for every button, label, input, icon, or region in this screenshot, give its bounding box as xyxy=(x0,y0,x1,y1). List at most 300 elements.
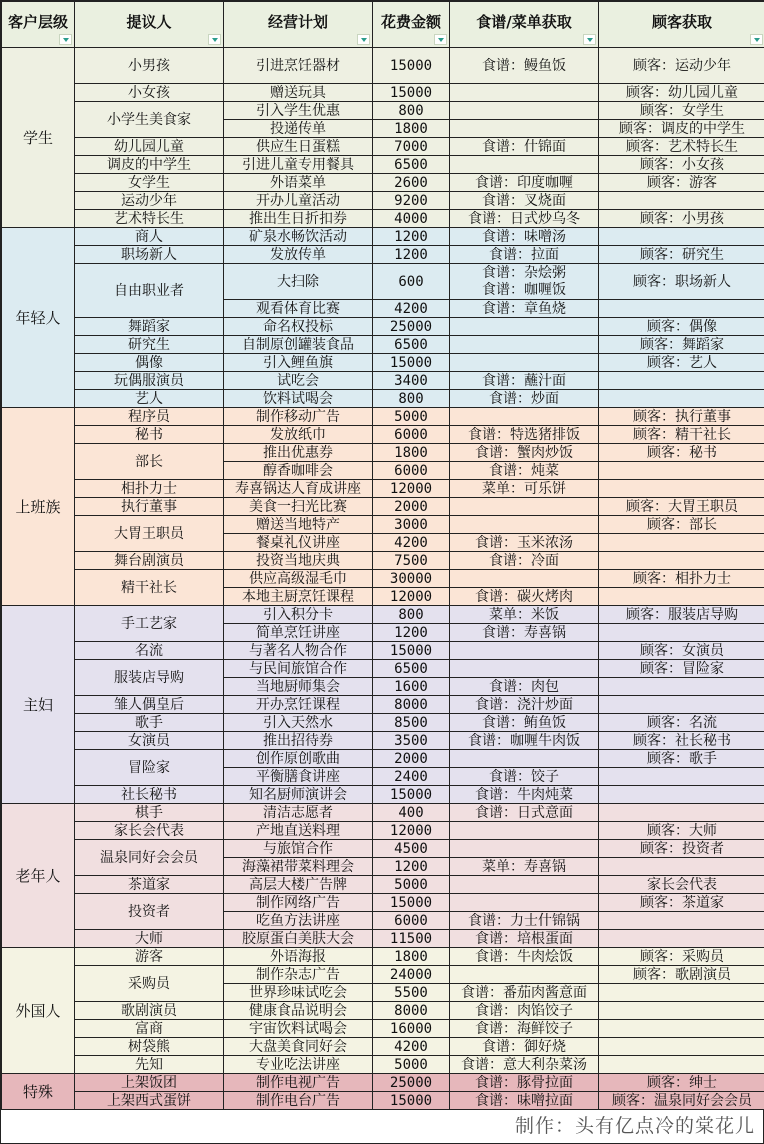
proposer-cell[interactable]: 温泉同好会会员 xyxy=(75,840,224,876)
cost-cell[interactable]: 15000 xyxy=(373,1092,450,1110)
customer-cell[interactable] xyxy=(599,1038,764,1056)
plan-cell[interactable]: 寿喜锅达人育成讲座 xyxy=(224,480,373,498)
recipe-cell[interactable] xyxy=(450,660,599,678)
customer-cell[interactable]: 顾客：名流 xyxy=(599,714,764,732)
proposer-cell[interactable]: 服装店导购 xyxy=(75,660,224,696)
cost-cell[interactable]: 6000 xyxy=(373,912,450,930)
proposer-cell[interactable]: 运动少年 xyxy=(75,192,224,210)
recipe-cell[interactable]: 食谱：蟹肉炒饭 xyxy=(450,444,599,462)
proposer-cell[interactable]: 玩偶服演员 xyxy=(75,372,224,390)
recipe-cell[interactable] xyxy=(450,822,599,840)
customer-cell[interactable] xyxy=(599,804,764,822)
customer-cell[interactable] xyxy=(599,534,764,552)
cost-cell[interactable]: 7500 xyxy=(373,552,450,570)
customer-cell[interactable]: 顾客：小男孩 xyxy=(599,210,764,228)
recipe-cell[interactable]: 食谱：豚骨拉面 xyxy=(450,1074,599,1092)
customer-cell[interactable]: 顾客：服装店导购 xyxy=(599,606,764,624)
group-cell[interactable]: 年轻人 xyxy=(2,228,75,408)
proposer-cell[interactable]: 小女孩 xyxy=(75,84,224,102)
cost-cell[interactable]: 25000 xyxy=(373,1074,450,1092)
table-row xyxy=(2,372,764,390)
customer-cell[interactable] xyxy=(599,786,764,804)
plan-cell[interactable]: 引进烹饪器材 xyxy=(224,48,373,84)
cost-cell[interactable]: 12000 xyxy=(373,822,450,840)
table-row xyxy=(2,966,764,984)
recipe-cell[interactable]: 食谱：杂烩粥 食谱：咖喱饭 xyxy=(450,264,599,300)
recipe-cell[interactable]: 菜单：寿喜锅 xyxy=(450,858,599,876)
customer-cell[interactable]: 顾客：温泉同好会会员 xyxy=(599,1092,764,1110)
proposer-cell[interactable]: 家长会代表 xyxy=(75,822,224,840)
proposer-cell[interactable]: 女学生 xyxy=(75,174,224,192)
header-recipe: 食谱/菜单获取 xyxy=(450,2,599,48)
group-cell[interactable]: 老年人 xyxy=(2,804,75,948)
plan-cell[interactable]: 引入学生优惠 xyxy=(224,102,373,120)
plan-cell[interactable]: 制作杂志广告 xyxy=(224,966,373,984)
cost-cell[interactable]: 1200 xyxy=(373,858,450,876)
cost-cell[interactable]: 2600 xyxy=(373,174,450,192)
recipe-cell[interactable]: 食谱：牛肉炖菜 xyxy=(450,786,599,804)
plan-table xyxy=(1,1,764,1110)
customer-cell[interactable] xyxy=(599,390,764,408)
plan-cell[interactable]: 发放纸巾 xyxy=(224,426,373,444)
cost-cell[interactable]: 800 xyxy=(373,606,450,624)
recipe-cell[interactable]: 食谱：寿喜锅 xyxy=(450,624,599,642)
customer-cell[interactable]: 顾客：研究生 xyxy=(599,246,764,264)
recipe-cell[interactable]: 食谱：碳火烤肉 xyxy=(450,588,599,606)
cost-cell[interactable]: 4500 xyxy=(373,840,450,858)
recipe-cell[interactable] xyxy=(450,876,599,894)
plan-cell[interactable]: 制作电视广告 xyxy=(224,1074,373,1092)
proposer-cell[interactable]: 大胃王职员 xyxy=(75,516,224,552)
plan-cell[interactable]: 宇宙饮料试喝会 xyxy=(224,1020,373,1038)
proposer-cell[interactable]: 社长秘书 xyxy=(75,786,224,804)
recipe-cell[interactable]: 食谱：培根蛋面 xyxy=(450,930,599,948)
proposer-cell[interactable]: 游客 xyxy=(75,948,224,966)
recipe-cell[interactable]: 食谱：鲔鱼饭 xyxy=(450,714,599,732)
recipe-cell[interactable]: 食谱：味噌汤 xyxy=(450,228,599,246)
plan-cell[interactable]: 高层大楼广告牌 xyxy=(224,876,373,894)
recipe-cell[interactable]: 食谱：印度咖喱 xyxy=(450,174,599,192)
filter-dropdown-icon[interactable] xyxy=(750,34,763,45)
filter-dropdown-icon[interactable] xyxy=(208,34,221,45)
recipe-cell[interactable] xyxy=(450,102,599,120)
proposer-cell[interactable]: 富商 xyxy=(75,1020,224,1038)
cost-cell[interactable]: 15000 xyxy=(373,84,450,102)
cost-cell[interactable]: 3500 xyxy=(373,732,450,750)
customer-cell[interactable] xyxy=(599,552,764,570)
customer-cell[interactable]: 顾客：精干社长 xyxy=(599,426,764,444)
proposer-cell[interactable]: 舞台剧演员 xyxy=(75,552,224,570)
customer-cell[interactable]: 顾客：小女孩 xyxy=(599,156,764,174)
proposer-cell[interactable]: 精干社长 xyxy=(75,570,224,606)
customer-cell[interactable]: 顾客：偶像 xyxy=(599,318,764,336)
recipe-cell[interactable]: 食谱：浇汁炒面 xyxy=(450,696,599,714)
recipe-cell[interactable]: 食谱：拉面 xyxy=(450,246,599,264)
customer-cell[interactable] xyxy=(599,768,764,786)
cost-cell[interactable]: 4200 xyxy=(373,1038,450,1056)
plan-cell[interactable]: 赠送玩具 xyxy=(224,84,373,102)
proposer-cell[interactable]: 雏人偶皇后 xyxy=(75,696,224,714)
plan-cell[interactable]: 投资当地庆典 xyxy=(224,552,373,570)
cost-cell[interactable]: 15000 xyxy=(373,354,450,372)
cost-cell[interactable]: 2000 xyxy=(373,750,450,768)
cost-cell[interactable]: 15000 xyxy=(373,48,450,84)
recipe-cell[interactable]: 食谱：炖菜 xyxy=(450,462,599,480)
plan-cell[interactable]: 开办儿童活动 xyxy=(224,192,373,210)
plan-cell[interactable]: 供应生日蛋糕 xyxy=(224,138,373,156)
customer-cell[interactable]: 顾客：茶道家 xyxy=(599,894,764,912)
cost-cell[interactable]: 6500 xyxy=(373,156,450,174)
proposer-cell[interactable]: 秘书 xyxy=(75,426,224,444)
cost-cell[interactable]: 30000 xyxy=(373,570,450,588)
cost-cell[interactable]: 5000 xyxy=(373,1056,450,1074)
recipe-cell[interactable]: 食谱：牛肉烩饭 xyxy=(450,948,599,966)
plan-cell[interactable]: 海藻裙带菜料理会 xyxy=(224,858,373,876)
proposer-cell[interactable]: 棋手 xyxy=(75,804,224,822)
group-cell[interactable]: 主妇 xyxy=(2,606,75,804)
proposer-cell[interactable]: 偶像 xyxy=(75,354,224,372)
recipe-cell[interactable] xyxy=(450,354,599,372)
cost-cell[interactable]: 25000 xyxy=(373,318,450,336)
proposer-cell[interactable]: 大师 xyxy=(75,930,224,948)
plan-cell[interactable]: 知名厨师演讲会 xyxy=(224,786,373,804)
plan-cell[interactable]: 平衡膳食讲座 xyxy=(224,768,373,786)
recipe-cell[interactable]: 食谱：特选猪排饭 xyxy=(450,426,599,444)
cost-cell[interactable]: 12000 xyxy=(373,480,450,498)
customer-cell[interactable]: 顾客：幼儿园儿童 xyxy=(599,84,764,102)
plan-cell[interactable]: 大扫除 xyxy=(224,264,373,300)
recipe-cell[interactable]: 食谱：海鲜饺子 xyxy=(450,1020,599,1038)
cost-cell[interactable]: 2400 xyxy=(373,768,450,786)
recipe-cell[interactable]: 食谱：肉包 xyxy=(450,678,599,696)
customer-cell[interactable] xyxy=(599,588,764,606)
customer-cell[interactable]: 顾客：投资者 xyxy=(599,840,764,858)
cost-cell[interactable]: 12000 xyxy=(373,588,450,606)
proposer-cell[interactable]: 女演员 xyxy=(75,732,224,750)
recipe-cell[interactable] xyxy=(450,516,599,534)
recipe-cell[interactable]: 食谱：鳗鱼饭 xyxy=(450,48,599,84)
cost-cell[interactable]: 24000 xyxy=(373,966,450,984)
recipe-cell[interactable]: 食谱：意大利杂菜汤 xyxy=(450,1056,599,1074)
filter-dropdown-icon[interactable] xyxy=(583,34,596,45)
proposer-cell[interactable]: 冒险家 xyxy=(75,750,224,786)
customer-cell[interactable]: 顾客：大师 xyxy=(599,822,764,840)
customer-cell[interactable] xyxy=(599,480,764,498)
recipe-cell[interactable]: 菜单：米饭 xyxy=(450,606,599,624)
plan-cell[interactable]: 赠送当地特产 xyxy=(224,516,373,534)
cost-cell[interactable]: 11500 xyxy=(373,930,450,948)
filter-dropdown-icon[interactable] xyxy=(59,34,72,45)
recipe-cell[interactable] xyxy=(450,318,599,336)
plan-cell[interactable]: 制作网络广告 xyxy=(224,894,373,912)
plan-cell[interactable]: 引入鲤鱼旗 xyxy=(224,354,373,372)
table-row xyxy=(2,390,764,408)
recipe-cell[interactable]: 食谱：叉烧面 xyxy=(450,192,599,210)
recipe-cell[interactable] xyxy=(450,966,599,984)
cost-cell[interactable]: 16000 xyxy=(373,1020,450,1038)
proposer-cell[interactable]: 小学生美食家 xyxy=(75,102,224,138)
plan-cell[interactable]: 引入积分卡 xyxy=(224,606,373,624)
plan-cell[interactable]: 产地直送料理 xyxy=(224,822,373,840)
proposer-cell[interactable]: 程序员 xyxy=(75,408,224,426)
proposer-cell[interactable]: 艺人 xyxy=(75,390,224,408)
cost-cell[interactable]: 2000 xyxy=(373,498,450,516)
cost-cell[interactable]: 8000 xyxy=(373,696,450,714)
customer-cell[interactable] xyxy=(599,228,764,246)
plan-cell[interactable]: 引进儿童专用餐具 xyxy=(224,156,373,174)
plan-cell[interactable]: 世界珍味试吃会 xyxy=(224,984,373,1002)
cost-cell[interactable]: 800 xyxy=(373,390,450,408)
proposer-cell[interactable]: 先知 xyxy=(75,1056,224,1074)
plan-cell[interactable]: 投递传单 xyxy=(224,120,373,138)
customer-cell[interactable] xyxy=(599,696,764,714)
customer-cell[interactable]: 顾客：艺人 xyxy=(599,354,764,372)
customer-cell[interactable]: 顾客：秘书 xyxy=(599,444,764,462)
recipe-cell[interactable] xyxy=(450,750,599,768)
cost-cell[interactable]: 15000 xyxy=(373,786,450,804)
plan-cell[interactable]: 健康食品说明会 xyxy=(224,1002,373,1020)
cost-cell[interactable]: 4200 xyxy=(373,300,450,318)
table-row xyxy=(2,264,764,300)
recipe-cell[interactable] xyxy=(450,408,599,426)
recipe-cell[interactable]: 食谱：章鱼烧 xyxy=(450,300,599,318)
customer-cell[interactable] xyxy=(599,372,764,390)
plan-cell[interactable]: 开办烹饪课程 xyxy=(224,696,373,714)
cost-cell[interactable]: 3400 xyxy=(373,372,450,390)
plan-cell[interactable]: 命名权投标 xyxy=(224,318,373,336)
proposer-cell[interactable]: 采购员 xyxy=(75,966,224,1002)
recipe-cell[interactable]: 食谱：玉米浓汤 xyxy=(450,534,599,552)
proposer-cell[interactable]: 执行董事 xyxy=(75,498,224,516)
cost-cell[interactable]: 600 xyxy=(373,264,450,300)
cost-cell[interactable]: 1200 xyxy=(373,228,450,246)
recipe-cell[interactable]: 食谱：肉馅饺子 xyxy=(450,1002,599,1020)
recipe-cell[interactable]: 食谱：力士什锦锅 xyxy=(450,912,599,930)
table-row xyxy=(2,84,764,102)
plan-cell[interactable]: 制作电台广告 xyxy=(224,1092,373,1110)
plan-cell[interactable]: 矿泉水畅饮活动 xyxy=(224,228,373,246)
customer-cell[interactable]: 顾客：职场新人 xyxy=(599,264,764,300)
cost-cell[interactable]: 5000 xyxy=(373,408,450,426)
group-cell[interactable]: 学生 xyxy=(2,48,75,228)
customer-cell[interactable] xyxy=(599,1020,764,1038)
recipe-cell[interactable]: 食谱：冷面 xyxy=(450,552,599,570)
cost-cell[interactable]: 1200 xyxy=(373,624,450,642)
plan-cell[interactable]: 引入天然水 xyxy=(224,714,373,732)
recipe-cell[interactable]: 菜单：可乐饼 xyxy=(450,480,599,498)
group-cell[interactable]: 特殊 xyxy=(2,1074,75,1110)
plan-cell[interactable]: 创作原创歌曲 xyxy=(224,750,373,768)
cost-cell[interactable]: 5500 xyxy=(373,984,450,1002)
plan-cell[interactable]: 与旅馆合作 xyxy=(224,840,373,858)
plan-cell[interactable]: 与民间旅馆合作 xyxy=(224,660,373,678)
plan-cell[interactable]: 推出优惠券 xyxy=(224,444,373,462)
proposer-cell[interactable]: 歌剧演员 xyxy=(75,1002,224,1020)
cost-cell[interactable]: 6500 xyxy=(373,660,450,678)
customer-cell[interactable] xyxy=(599,1002,764,1020)
recipe-cell[interactable] xyxy=(450,156,599,174)
group-cell[interactable]: 外国人 xyxy=(2,948,75,1074)
proposer-cell[interactable]: 商人 xyxy=(75,228,224,246)
cost-cell[interactable]: 15000 xyxy=(373,894,450,912)
proposer-cell[interactable]: 舞蹈家 xyxy=(75,318,224,336)
plan-cell[interactable]: 观看体育比赛 xyxy=(224,300,373,318)
cost-cell[interactable]: 8500 xyxy=(373,714,450,732)
customer-cell[interactable]: 顾客：相扑力士 xyxy=(599,570,764,588)
cost-cell[interactable]: 1200 xyxy=(373,246,450,264)
plan-cell[interactable]: 简单烹饪讲座 xyxy=(224,624,373,642)
plan-cell[interactable]: 胶原蛋白美肤大会 xyxy=(224,930,373,948)
cost-cell[interactable]: 3000 xyxy=(373,516,450,534)
cost-cell[interactable]: 1600 xyxy=(373,678,450,696)
recipe-cell[interactable]: 食谱：蘸汁面 xyxy=(450,372,599,390)
customer-cell[interactable] xyxy=(599,462,764,480)
author-credit: 制作：头有亿点冷的棠花儿 xyxy=(514,1115,755,1137)
plan-cell[interactable]: 大盘美食同好会 xyxy=(224,1038,373,1056)
customer-cell[interactable] xyxy=(599,930,764,948)
recipe-cell[interactable]: 食谱：咖喱牛肉饭 xyxy=(450,732,599,750)
cost-cell[interactable]: 1800 xyxy=(373,120,450,138)
customer-cell[interactable]: 家长会代表 xyxy=(599,876,764,894)
recipe-cell[interactable] xyxy=(450,894,599,912)
proposer-cell[interactable]: 树袋熊 xyxy=(75,1038,224,1056)
customer-cell[interactable] xyxy=(599,984,764,1002)
recipe-cell[interactable]: 食谱：日式意面 xyxy=(450,804,599,822)
customer-cell[interactable]: 顾客：绅士 xyxy=(599,1074,764,1092)
plan-cell[interactable]: 外语海报 xyxy=(224,948,373,966)
cost-cell[interactable]: 8000 xyxy=(373,1002,450,1020)
customer-cell[interactable]: 顾客：舞蹈家 xyxy=(599,336,764,354)
cost-cell[interactable]: 400 xyxy=(373,804,450,822)
plan-cell[interactable]: 供应高级湿毛巾 xyxy=(224,570,373,588)
plan-cell[interactable]: 自制原创罐装食品 xyxy=(224,336,373,354)
plan-cell[interactable]: 醇香咖啡会 xyxy=(224,462,373,480)
customer-cell[interactable]: 顾客：女演员 xyxy=(599,642,764,660)
customer-cell[interactable]: 顾客：冒险家 xyxy=(599,660,764,678)
plan-cell[interactable]: 清洁志愿者 xyxy=(224,804,373,822)
plan-cell[interactable]: 餐桌礼仪讲座 xyxy=(224,534,373,552)
customer-cell[interactable]: 顾客：歌手 xyxy=(599,750,764,768)
plan-cell[interactable]: 当地厨师集会 xyxy=(224,678,373,696)
proposer-cell[interactable]: 投资者 xyxy=(75,894,224,930)
cost-cell[interactable]: 1800 xyxy=(373,444,450,462)
cost-cell[interactable]: 4200 xyxy=(373,534,450,552)
customer-cell[interactable]: 顾客：游客 xyxy=(599,174,764,192)
proposer-cell[interactable]: 调皮的中学生 xyxy=(75,156,224,174)
plan-cell[interactable]: 与著名人物合作 xyxy=(224,642,373,660)
customer-cell[interactable] xyxy=(599,192,764,210)
customer-cell[interactable]: 顾客：歌剧演员 xyxy=(599,966,764,984)
cost-cell[interactable]: 7000 xyxy=(373,138,450,156)
table-row xyxy=(2,444,764,462)
customer-cell[interactable]: 顾客：采购员 xyxy=(599,948,764,966)
recipe-cell[interactable] xyxy=(450,840,599,858)
filter-dropdown-icon[interactable] xyxy=(434,34,447,45)
recipe-cell[interactable] xyxy=(450,498,599,516)
plan-cell[interactable]: 专业吃法讲座 xyxy=(224,1056,373,1074)
cost-cell[interactable]: 9200 xyxy=(373,192,450,210)
plan-cell[interactable]: 推出招待券 xyxy=(224,732,373,750)
proposer-cell[interactable]: 手工艺家 xyxy=(75,606,224,642)
plan-cell[interactable]: 推出生日折扣券 xyxy=(224,210,373,228)
plan-cell[interactable]: 本地主厨烹饪课程 xyxy=(224,588,373,606)
recipe-cell[interactable] xyxy=(450,570,599,588)
customer-cell[interactable]: 顾客：女学生 xyxy=(599,102,764,120)
proposer-cell[interactable]: 自由职业者 xyxy=(75,264,224,318)
proposer-cell[interactable]: 小男孩 xyxy=(75,48,224,84)
customer-cell[interactable] xyxy=(599,678,764,696)
header-tier: 客户层级 xyxy=(2,2,75,48)
cost-cell[interactable]: 5000 xyxy=(373,876,450,894)
proposer-cell[interactable]: 名流 xyxy=(75,642,224,660)
customer-cell[interactable]: 顾客：调皮的中学生 xyxy=(599,120,764,138)
recipe-cell[interactable]: 食谱：日式炒乌冬 xyxy=(450,210,599,228)
proposer-cell[interactable]: 相扑力士 xyxy=(75,480,224,498)
table-row xyxy=(2,570,764,588)
cost-cell[interactable]: 1800 xyxy=(373,948,450,966)
recipe-cell[interactable]: 食谱：味噌拉面 xyxy=(450,1092,599,1110)
cost-cell[interactable]: 800 xyxy=(373,102,450,120)
customer-cell[interactable]: 顾客：执行董事 xyxy=(599,408,764,426)
recipe-cell[interactable]: 食谱：什锦面 xyxy=(450,138,599,156)
recipe-cell[interactable]: 食谱：番茄肉酱意面 xyxy=(450,984,599,1002)
customer-cell[interactable] xyxy=(599,858,764,876)
proposer-cell[interactable]: 上架西式蛋饼 xyxy=(75,1092,224,1110)
plan-cell[interactable]: 制作移动广告 xyxy=(224,408,373,426)
proposer-cell[interactable]: 茶道家 xyxy=(75,876,224,894)
cost-cell[interactable]: 15000 xyxy=(373,642,450,660)
table-row xyxy=(2,714,764,732)
plan-cell[interactable]: 美食一扫光比赛 xyxy=(224,498,373,516)
customer-cell[interactable] xyxy=(599,300,764,318)
plan-cell[interactable]: 吃鱼方法讲座 xyxy=(224,912,373,930)
group-cell[interactable]: 上班族 xyxy=(2,408,75,606)
recipe-cell[interactable] xyxy=(450,642,599,660)
recipe-cell[interactable]: 食谱：饺子 xyxy=(450,768,599,786)
filter-dropdown-icon[interactable] xyxy=(357,34,370,45)
proposer-cell[interactable]: 幼儿园儿童 xyxy=(75,138,224,156)
customer-cell[interactable]: 顾客：运动少年 xyxy=(599,48,764,84)
proposer-cell[interactable]: 职场新人 xyxy=(75,246,224,264)
recipe-cell[interactable] xyxy=(450,84,599,102)
recipe-cell[interactable]: 食谱：御好烧 xyxy=(450,1038,599,1056)
proposer-cell[interactable]: 歌手 xyxy=(75,714,224,732)
cost-cell[interactable]: 6000 xyxy=(373,462,450,480)
customer-cell[interactable] xyxy=(599,912,764,930)
plan-cell[interactable]: 饮料试喝会 xyxy=(224,390,373,408)
table-row xyxy=(2,552,764,570)
recipe-cell[interactable] xyxy=(450,336,599,354)
recipe-cell[interactable] xyxy=(450,120,599,138)
cost-cell[interactable]: 6500 xyxy=(373,336,450,354)
plan-cell[interactable]: 试吃会 xyxy=(224,372,373,390)
proposer-cell[interactable]: 上架饭团 xyxy=(75,1074,224,1092)
cost-cell[interactable]: 4000 xyxy=(373,210,450,228)
customer-cell[interactable] xyxy=(599,624,764,642)
plan-cell[interactable]: 外语菜单 xyxy=(224,174,373,192)
cost-cell[interactable]: 6000 xyxy=(373,426,450,444)
customer-cell[interactable]: 顾客：社长秘书 xyxy=(599,732,764,750)
proposer-cell[interactable]: 研究生 xyxy=(75,336,224,354)
plan-cell[interactable]: 发放传单 xyxy=(224,246,373,264)
customer-cell[interactable]: 顾客：部长 xyxy=(599,516,764,534)
proposer-cell[interactable]: 艺术特长生 xyxy=(75,210,224,228)
recipe-cell[interactable]: 食谱：炒面 xyxy=(450,390,599,408)
customer-cell[interactable]: 顾客：大胃王职员 xyxy=(599,498,764,516)
customer-cell[interactable]: 顾客：艺术特长生 xyxy=(599,138,764,156)
customer-cell[interactable] xyxy=(599,1056,764,1074)
proposer-cell[interactable]: 部长 xyxy=(75,444,224,480)
